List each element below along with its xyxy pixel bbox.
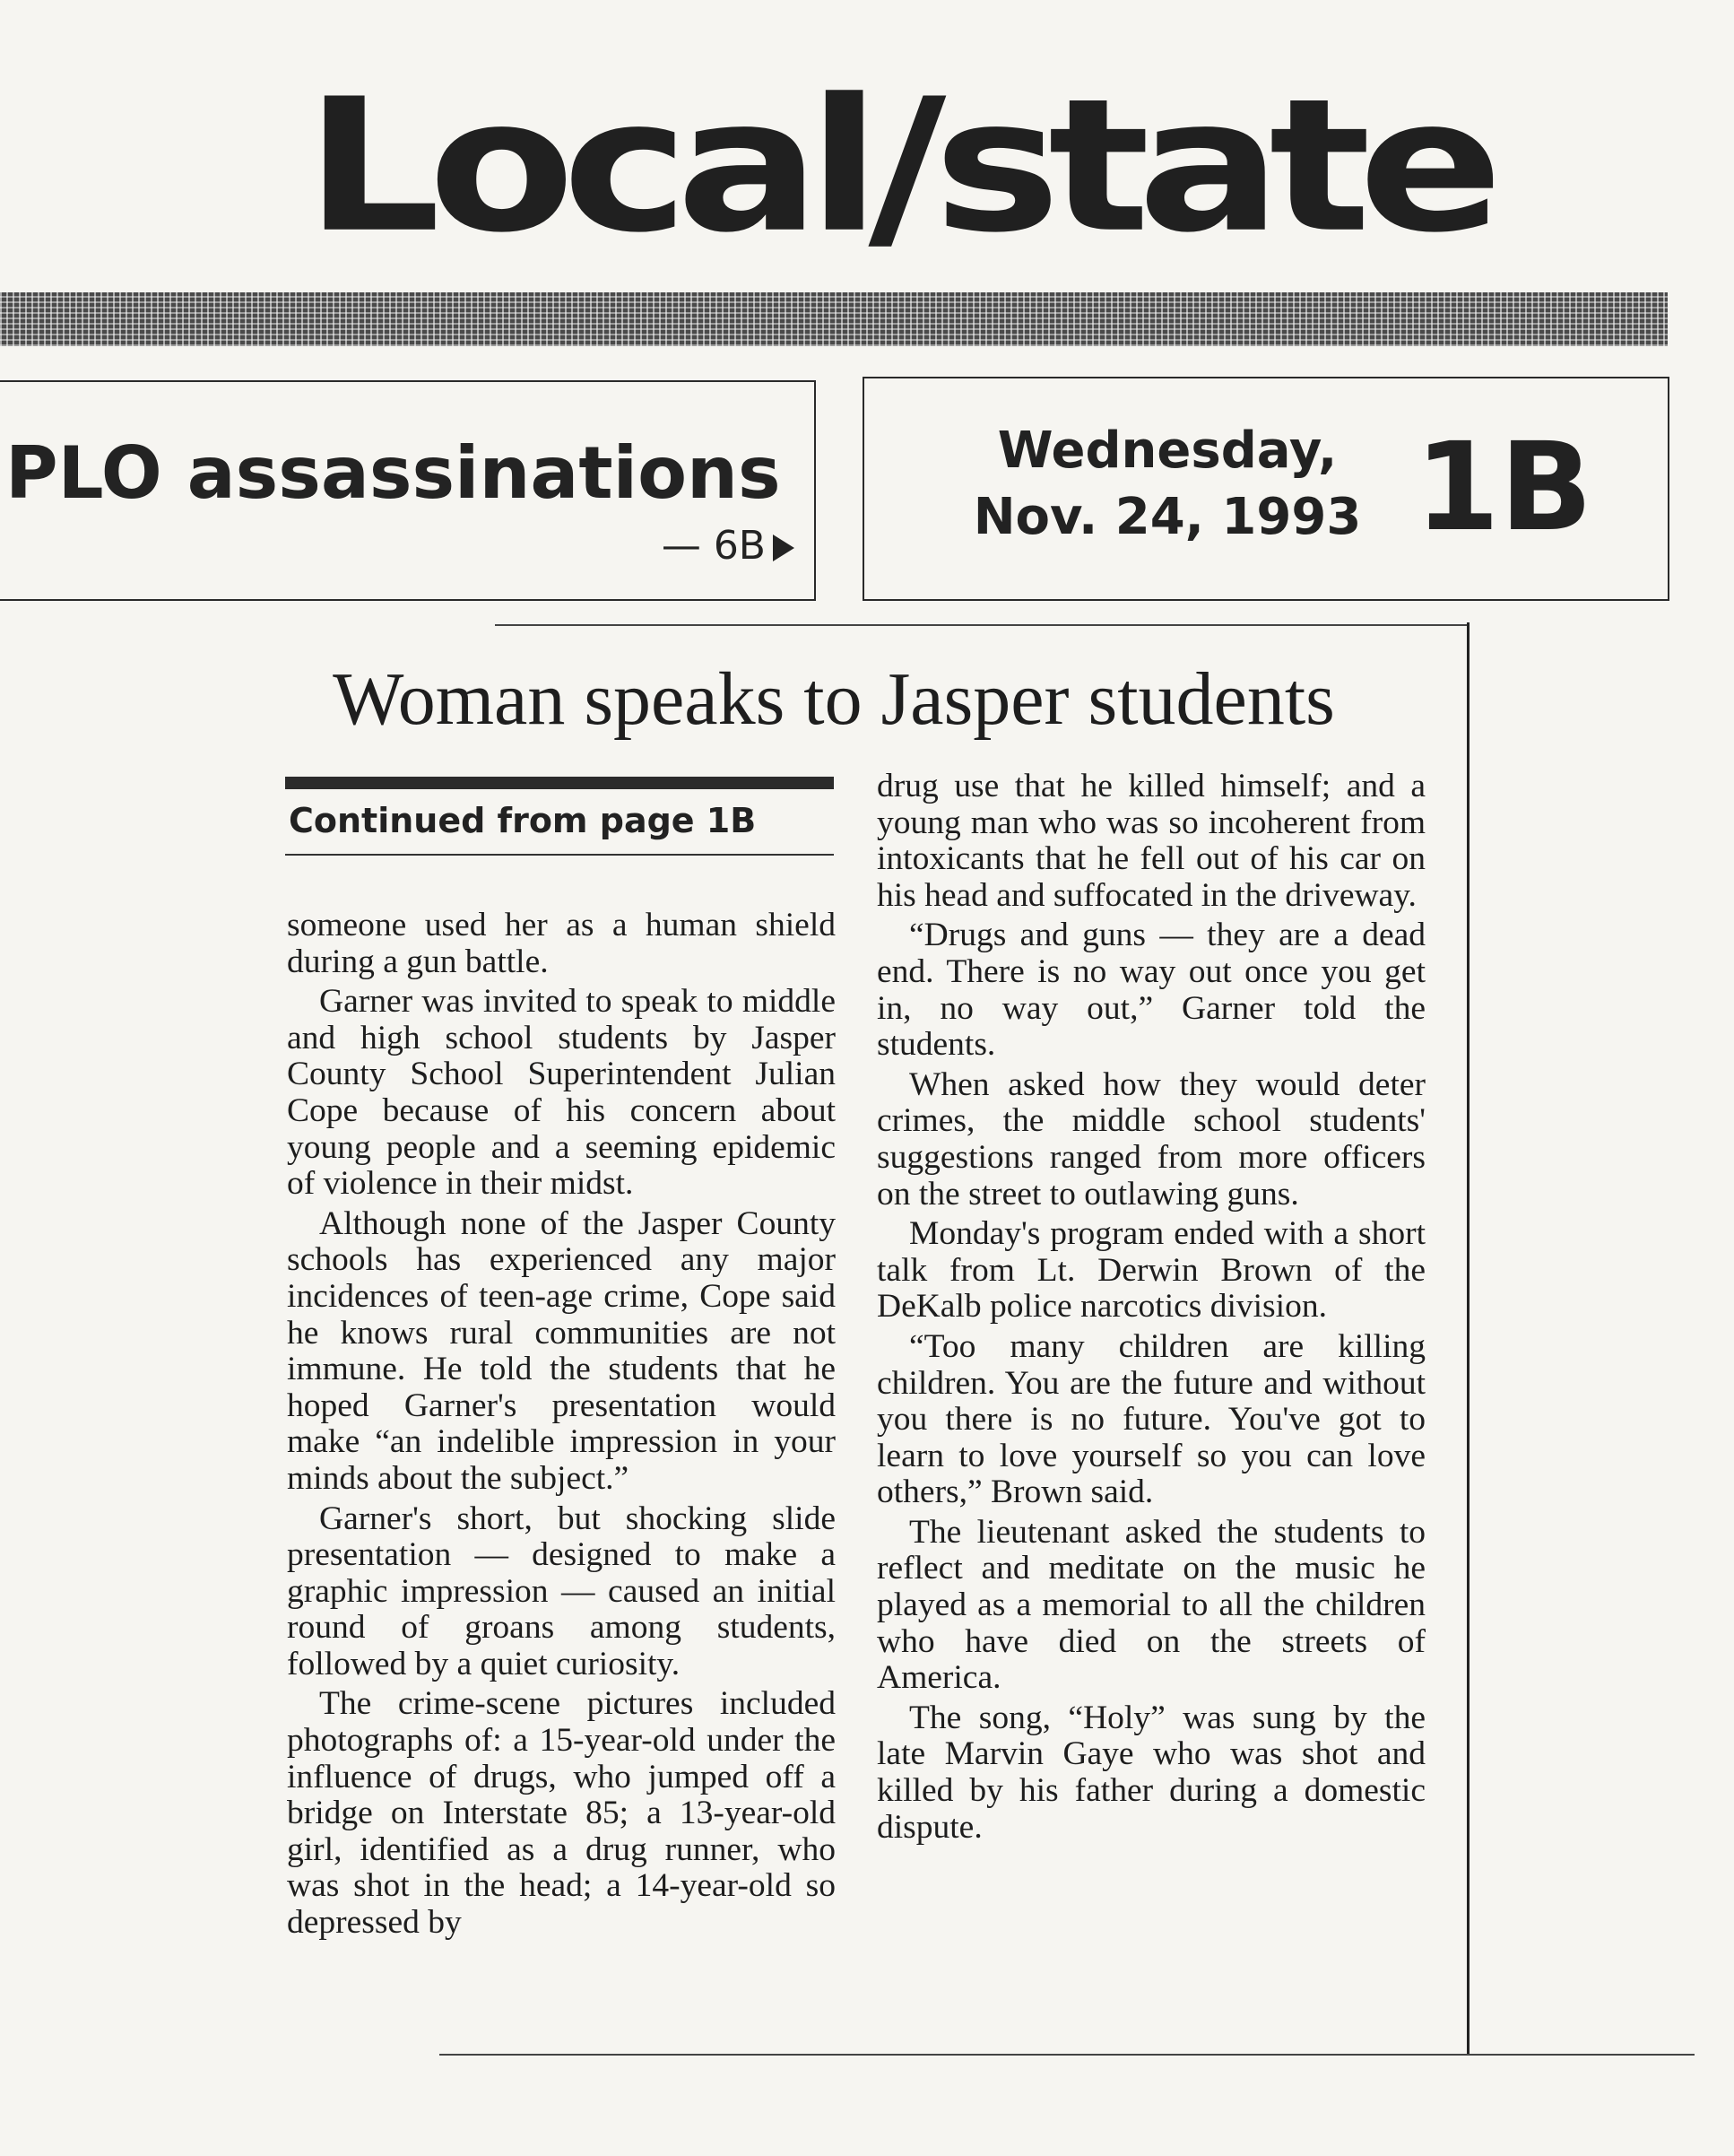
dateline-date: Nov. 24, 1993 <box>973 488 1362 546</box>
dateline-box <box>863 377 1669 601</box>
paragraph: “Too many children are killing children. You are the future and without you there is no future. You've got to learn to love yourself so you can love others,” Brown said. <box>877 1327 1426 1511</box>
paragraph: Garner's short, but shocking slide presentation — designed to make a graphic impression — caused an initial round of groans among students, followed by a quiet curiosity. <box>287 1500 836 1682</box>
jump-line-rule <box>285 854 834 856</box>
paragraph: When asked how they would deter crimes, the middle school students' suggestions ranged from more officers on the street to outlawing guns. <box>877 1065 1426 1213</box>
promo-page-ref-text: — 6B <box>661 523 766 569</box>
jump-line-bar <box>285 777 834 789</box>
article-headline: Woman speaks to Jasper students <box>333 657 1335 741</box>
paragraph: Garner was invited to speak to middle and high school students by Jasper County School Superintendent Julian Cope because of his concern about young people and a seeming epidemic of violence in their midst. <box>287 983 836 1203</box>
paragraph: “Drugs and guns — they are a dead end. There is no way out once you get in, no way out,” Garner told the students. <box>877 917 1426 1064</box>
bottom-rule <box>439 2054 1695 2056</box>
jump-line: Continued from page 1B <box>289 801 757 840</box>
paragraph: Although none of the Jasper County schools has experienced any major incidences of teen-age crime, Cope said he knows rural communities are not immune. He told the students that he hoped Garner's presentation would make “an indelible impression in your minds about the subject.” <box>287 1204 836 1497</box>
top-rule <box>495 624 1469 626</box>
article-column-1 <box>287 908 836 1942</box>
promo-page-reference <box>662 524 794 569</box>
page-number: 1B <box>1415 417 1593 559</box>
column-rule-right <box>1467 622 1470 2054</box>
article-column-2 <box>877 769 1426 1846</box>
dateline-day: Wednesday, <box>997 422 1338 480</box>
section-divider-bar <box>0 292 1668 346</box>
promo-headline: PLO assassinations <box>5 431 781 515</box>
paragraph: Monday's program ended with a short talk from Lt. Derwin Brown of the DeKalb police narcotics division. <box>877 1215 1426 1326</box>
paragraph: drug use that he killed himself; and a young man who was so incoherent from intoxicants that he fell out of his car on his head and suffocated in the driveway. <box>877 768 1426 914</box>
arrow-right-icon <box>773 535 794 561</box>
paragraph: The lieutenant asked the students to reflect and meditate on the music he played as a memorial to all the children who have died on the streets of America. <box>877 1513 1426 1697</box>
paragraph: someone used her as a human shield during a gun battle. <box>287 907 836 980</box>
section-title: Local/state <box>305 59 1491 274</box>
dateline <box>943 418 1392 551</box>
promo-box[interactable] <box>0 380 816 601</box>
paragraph: The crime-scene pictures included photographs of: a 15-year-old under the influence of drugs, who jumped off a bridge on Interstate 85; a 13-year-old girl, identified as a drug runner, who was shot in the head; a 14-year-old so depressed by <box>287 1685 836 1942</box>
paragraph: The song, “Holy” was sung by the late Marvin Gaye who was shot and killed by his father during a domestic dispute. <box>877 1699 1426 1846</box>
